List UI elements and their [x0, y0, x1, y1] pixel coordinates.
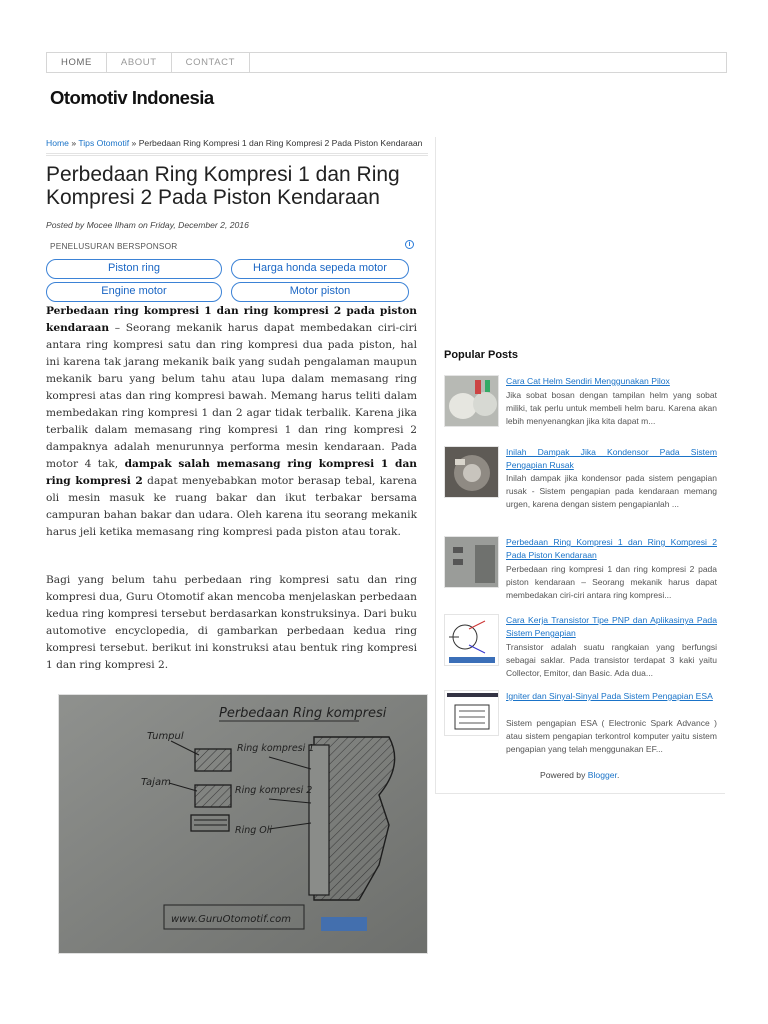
sketch-heading: Perbedaan Ring kompresi	[219, 706, 387, 721]
popular-post-thumbnail[interactable]	[444, 536, 499, 588]
article-paragraph-2: Bagi yang belum tahu perbedaan ring kompresi satu dan ring kompresi dua, Guru Otomotif akan mencoba menjelaskan perbedaan kedua ring kompresi tersebut berdasarkan konstruksinya. Dari buku automotive encyclopedia, di gambarkan perbedaan kedua ring kompresi tersebut. berikut ini konstruksi atau bentuk ring kompresi 1 dan ring kompresi 2.	[46, 574, 417, 671]
nav-about[interactable]: ABOUT	[107, 53, 172, 72]
blogger-link[interactable]: Blogger	[587, 770, 617, 780]
article-paragraph-1	[46, 303, 417, 541]
popular-post-title[interactable]: Cara Cat Helm Sendiri Menggunakan Pilox	[506, 376, 670, 386]
helmet-image-icon	[445, 376, 499, 427]
breadcrumb-home[interactable]: Home	[46, 138, 69, 148]
blog-title[interactable]: Otomotiv Indonesia	[50, 87, 214, 108]
breadcrumb-category[interactable]: Tips Otomotif	[78, 138, 130, 148]
article-bold-text: dampak salah memasang ring kompresi 1 dan ring kompresi 2	[46, 458, 418, 487]
nav-home[interactable]: HOME	[47, 53, 107, 72]
breadcrumb-current: Perbedaan Ring Kompresi 1 dan Ring Kompresi 2 Pada Piston Kendaraan	[138, 138, 423, 148]
popular-post-thumbnail[interactable]	[444, 690, 499, 736]
popular-post-snippet-text: Inilah dampak jika kondensor pada sistem pengapian rusak - Sistem pengapian pada kendaraan memang urgen, karena dengan sistem pengapianlah ...	[506, 473, 717, 509]
breadcrumb	[46, 138, 422, 148]
ring-sketch-image-icon	[445, 537, 499, 588]
breadcrumb-divider	[46, 153, 428, 156]
article-image[interactable]	[58, 694, 428, 954]
transistor-diagram-image-icon	[445, 615, 499, 666]
popular-post-title[interactable]: Cara Kerja Transistor Tipe PNP dan Aplikasinya Pada Sistem Pengapian	[506, 615, 717, 638]
popular-post-snippet: Sistem pengapian ESA ( Electronic Spark Advance ) atau sistem pengapian terkontrol komputer yaitu sistem pengapian yang telah menggunakan EF...	[506, 718, 717, 754]
sidebar-divider	[435, 137, 436, 793]
popular-post-thumbnail[interactable]	[444, 375, 499, 427]
sketch-label-ring2: Ring kompresi 2	[235, 785, 313, 796]
powered-by	[540, 770, 619, 780]
post-meta: Posted by Mocee Ilham on Friday, December 2, 2016	[46, 220, 249, 230]
sketch-label-tumpul: Tumpul	[147, 731, 184, 742]
sketch-watermark: www.GuruOtomotif.com	[171, 914, 291, 925]
sponsor-pill-piston-ring[interactable]: Piston ring	[46, 259, 222, 279]
sponsor-pill-harga-honda[interactable]: Harga honda sepeda motor	[231, 259, 409, 279]
sketch-label-ring-oli: Ring Oli	[235, 825, 273, 836]
popular-post-title[interactable]: Inilah Dampak Jika Kondensor Pada Sistem Pengapian Rusak	[506, 447, 717, 470]
popular-post-snippet: Jika sobat bosan dengan tampilan helm yang sobat miliki, tak perlu untuk membeli helm baru. Karena akan lebih menyenangkan jika kita dapat m...	[506, 390, 717, 426]
powered-by-prefix: Powered by	[540, 770, 588, 780]
nav-contact[interactable]: CONTACT	[172, 53, 250, 72]
post-title: Perbedaan Ring Kompresi 1 dan Ring Kompresi 2 Pada Piston Kendaraan	[46, 163, 400, 209]
top-nav	[46, 52, 727, 73]
popular-post-thumbnail[interactable]	[444, 614, 499, 666]
sketch-label-ring1: Ring kompresi 1	[237, 743, 315, 754]
article-bold-text: Perbedaan ring kompresi 1 dan ring kompresi 2 pada piston kendaraan	[46, 305, 417, 334]
popular-post-title[interactable]: Igniter dan Sinyal-Sinyal Pada Sistem Pengapian ESA	[506, 691, 713, 701]
popular-post-snippet: Perbedaan ring kompresi 1 dan ring kompresi 2 pada piston kendaraan – Seorang mekanik harus dapat membedakan ciri-ciri antara ring kompresi...	[506, 564, 717, 600]
popular-post-title[interactable]: Perbedaan Ring Kompresi 1 dan Ring Kompresi 2 Pada Piston Kendaraan	[506, 537, 717, 560]
popular-post-snippet	[444, 472, 717, 511]
article-text: dapat menyebabkan motor berasap tebal, karena oli mesin masuk ke ruang bakar dan ikut terbakar bersama campuran bahan bakar dan udara. Oleh karena itu seorang mekanik harus jeli ketika memasang ring kompresi pada piston atau torak.	[46, 475, 417, 538]
popular-posts-heading: Popular Posts	[444, 349, 518, 361]
ring-kompresi-sketch	[59, 695, 428, 954]
popular-post-snippet: Transistor adalah suatu rangkaian yang berfungsi sebagai saklar. Pada transistor terdapat 3 kaki yaitu Collector, Emitor, dan Basic. Ada dua...	[506, 642, 717, 678]
breadcrumb-separator: »	[131, 138, 137, 148]
article-text: – Seorang mekanik harus dapat membedakan ciri-ciri antara ring kompresi satu dan ring kompresi dua pada piston, hal ini karena tak jarang mekanik baik yang sudah pengalaman maupun mekanik baru yang belum tahu atau lupa dalam memasang ring kompresi atas dan ring kompresi bawah. Memang harus teliti dalam membedakan ring kompresi 1 dan 2 agar tidak terbalik. Karena jika terbalik dalam memasang ring kompresi 1 dan ring kompresi 2 dampaknya adalah menurunnya performa mesin kendaraan. Pada motor 4 tak,	[46, 322, 417, 470]
sidebar-bottom-divider	[435, 793, 725, 794]
sponsor-pill-engine-motor[interactable]: Engine motor	[46, 282, 222, 302]
powered-by-suffix: .	[616, 770, 620, 780]
breadcrumb-separator: »	[71, 138, 77, 148]
info-icon[interactable]: i	[405, 240, 414, 249]
sketch-label-tajam: Tajam	[141, 777, 171, 788]
sponsored-search-label: PENELUSURAN BERSPONSOR	[50, 241, 178, 251]
igniter-diagram-image-icon	[445, 691, 499, 736]
sponsor-pill-motor-piston[interactable]: Motor piston	[231, 282, 409, 302]
